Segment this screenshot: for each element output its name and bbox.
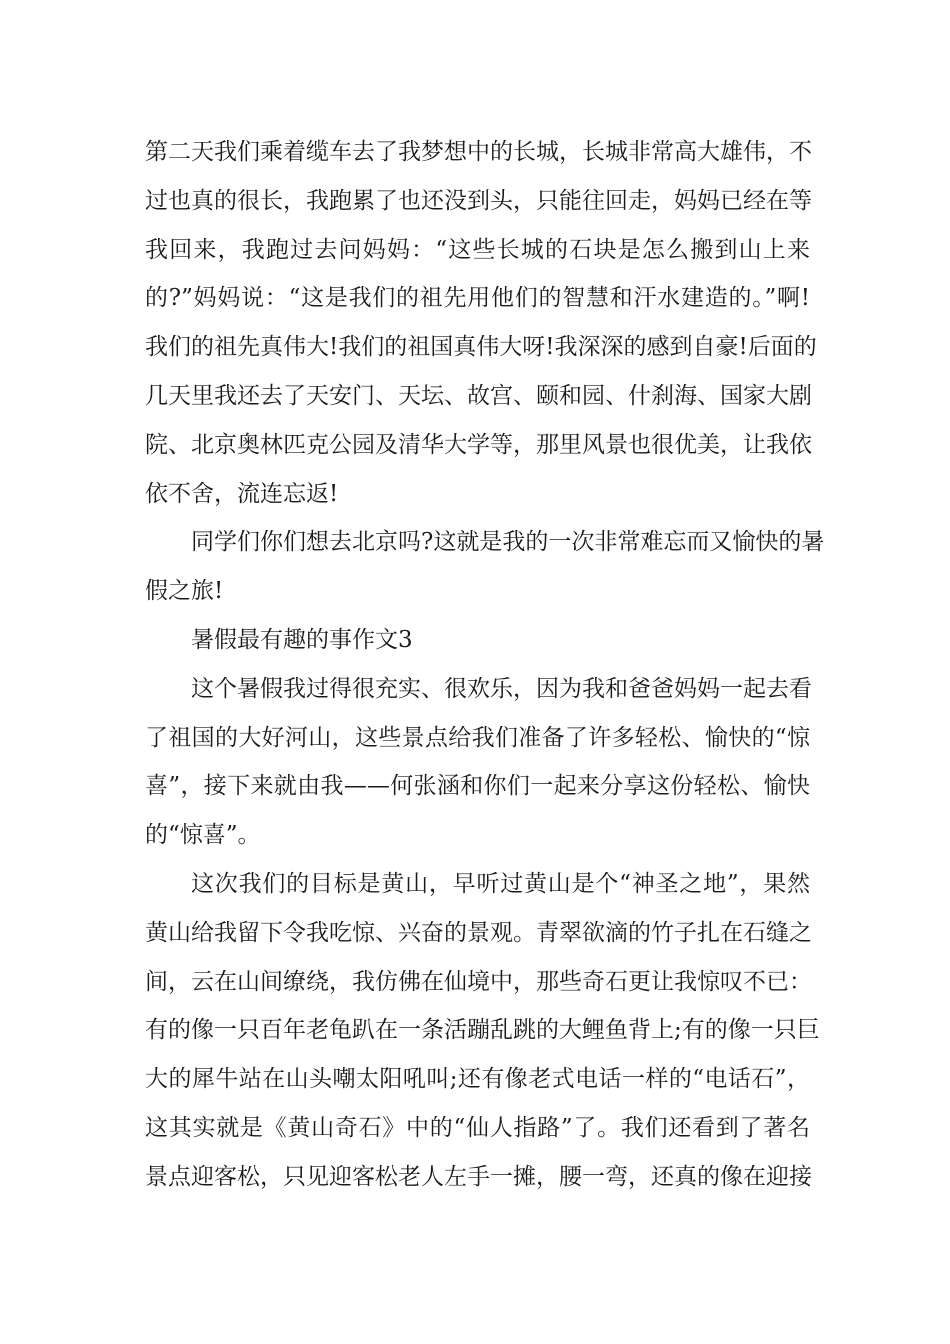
text-line: 几天里我还去了天安门、天坛、故宫、颐和园、什刹海、国家大剧 [145, 382, 812, 409]
text-line: 的?”妈妈说：“这是我们的祖先用他们的智慧和汗水建造的。”啊! [145, 285, 810, 312]
text-line: 假之旅! [145, 578, 224, 605]
text-line: 我们的祖先真伟大!我们的祖国真伟大呀!我深深的感到自豪!后面的 [145, 334, 817, 361]
text-line: 间，云在山间缭绕，我仿佛在仙境中，那些奇石更让我惊叹不已： [145, 968, 812, 995]
text-line: 的“惊喜”。 [145, 822, 261, 849]
text-line: 这个暑假我过得很充实、很欢乐，因为我和爸爸妈妈一起去看 [191, 675, 812, 702]
text-line: 了祖国的大好河山，这些景点给我们准备了许多轻松、愉快的“惊 [145, 724, 810, 751]
text-line: 这其实就是《黄山奇石》中的“仙人指路”了。我们还看到了著名 [145, 1114, 810, 1141]
section-heading: 暑假最有趣的事作文3 [191, 626, 413, 653]
text-line: 依不舍，流连忘返! [145, 480, 339, 507]
text-line: 第二天我们乘着缆车去了我梦想中的长城，长城非常高大雄伟，不 [145, 139, 812, 165]
text-line: 这次我们的目标是黄山，早听过黄山是个“神圣之地”，果然 [191, 870, 810, 897]
text-line: 有的像一只百年老龟趴在一条活蹦乱跳的大鲤鱼背上;有的像一只巨 [145, 1017, 820, 1044]
text-line: 同学们你们想去北京吗?这就是我的一次非常难忘而又愉快的暑 [191, 529, 825, 556]
text-line: 院、北京奥林匹克公园及清华大学等，那里风景也很优美，让我依 [145, 431, 812, 458]
document-body [145, 128, 825, 1202]
text-line: 喜”，接下来就由我——何张涵和你们一起来分享这份轻松、愉快 [145, 773, 810, 800]
text-line: 景点迎客松，只见迎客松老人左手一摊，腰一弯，还真的像在迎接 [145, 1163, 812, 1190]
text-line: 过也真的很长，我跑累了也还没到头，只能往回走，妈妈已经在等 [145, 187, 812, 214]
text-line: 黄山给我留下令我吃惊、兴奋的景观。青翠欲滴的竹子扎在石缝之 [145, 919, 812, 946]
text-line: 大的犀牛站在山头嘲太阳吼叫;还有像老式电话一样的“电话石”， [145, 1066, 810, 1093]
text-line: 我回来，我跑过去问妈妈：“这些长城的石块是怎么搬到山上来 [145, 236, 810, 263]
